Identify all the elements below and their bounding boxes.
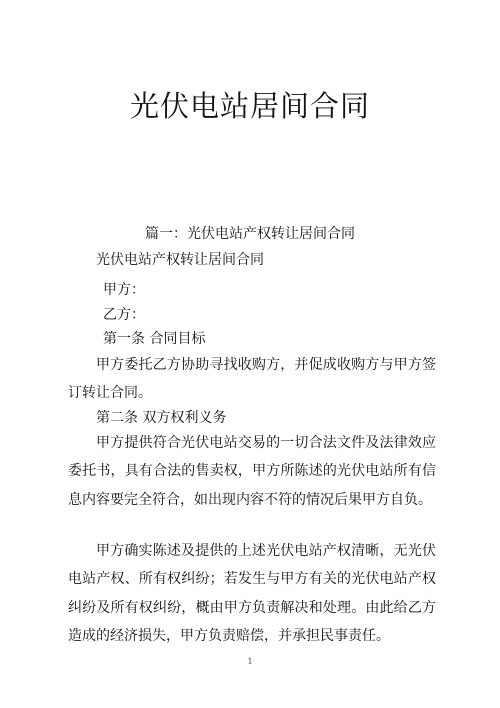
page-number: 1 [247,657,253,666]
article-2-paragraph-1: 甲方提供符合光伏电站交易的一切合法文件及法律效应委托书，具有合法的售卖权，甲方所陈述的光伏电站所有信息内容要完全符合，如出现内容不符的情况后果甲方自负。 [68,435,436,508]
party-a-label: 甲方： [103,282,145,298]
article-1-body: 甲方委托乙方协助寻找收购方，并促成收购方与甲方签订转让合同。 [68,357,436,402]
article-2-title: 第二条 双方权利义务 [96,410,227,426]
article-1-title: 第一条 合同目标 [103,331,206,347]
contract-heading: 光伏电站产权转让居间合同 [96,252,264,268]
party-b-label: 乙方： [103,307,145,323]
article-2-paragraph-2: 甲方确实陈述及提供的上述光伏电站产权清晰，无光伏电站产权、所有权纠纷；若发生与甲方有关的光伏电站产权纠纷及所有权纠纷，概由甲方负责解决和处理。由此给乙方造成的经济损失，甲方负责赔偿，并承担民事责任。 [68,543,436,644]
document-title: 光伏电站居间合同 [129,89,370,123]
document-subtitle: 篇一：光伏电站产权转让居间合同 [145,226,355,242]
